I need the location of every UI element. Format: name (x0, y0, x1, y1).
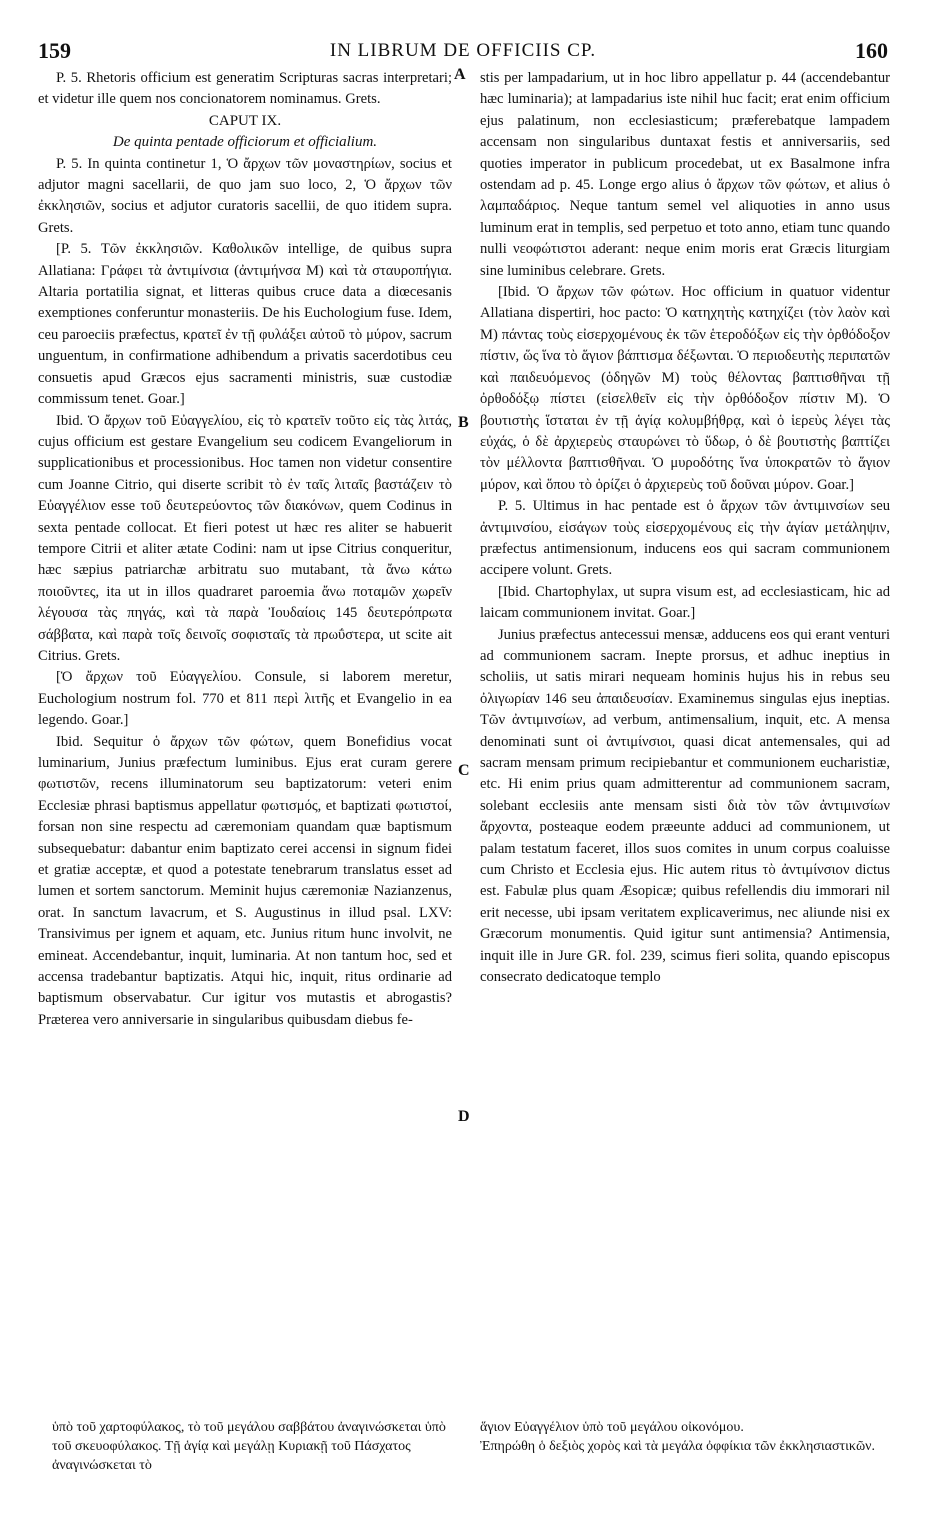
paragraph: stis per lampadarium, ut in hoc libro appellatur p. 44 (accendebantur hæc luminaria); at lampadarius iste nihil huc facit; erat enim officium ejus palatinum, non ecclesiasticum; præferebatque lampadem accensam non singularibus duntaxat festis et anniversariis, sed quoties imperator in publicum procedebat, ut ex Basalmone infra ostendam ad p. 45. Longe ergo alius ὁ ἄρχων τῶν φώτων, et alius ὁ λαμπαδάριος. Neque tantum semel vel aliquoties in anno usus luminum erat in templis, sed perpetuo et toto anno, etiam tunc quando nulli νεοφώτιστοι aderant: neque enim moris erat Græcis liturgiam sine luminibus celebrare. Grets. (480, 70, 890, 279)
footnote-left (52, 1418, 452, 1475)
paragraph: [Ὁ ἄρχων τοῦ Εὐαγγελίου. Consule, si laborem meretur, Euchologium nostrum fol. 770 et 811 περὶ λιτῆς et Evangelio in ea legendo. Goar.] (38, 669, 452, 729)
running-title: IN LIBRUM DE OFFICIIS CP. (329, 40, 597, 61)
margin-letter-a: A (454, 66, 466, 83)
paragraph: P. 5. Rhetoris officium est generatim Scripturas sacras interpretari; et videtur ille quem nos concionatorem nominamus. Grets. (38, 70, 452, 108)
paragraph: [P. 5. Τῶν ἐκκλησιῶν. Καθολικῶν intellige, de quibus supra Allatiana: Γράφει τὰ ἀντιμίνσια (ἀντιμήνσα M) καὶ τὰ σταυροπήγια. Altaria portatilia signat, et litteras quibus cruce data a diœcesanis exemptiones conferuntur monasteriis. De his Euchologium fuse. Idem, ceu paroeciis præfectus, κρατεῖ ἐν τῇ φυλάξει αὐτοῦ τὸ μύρον, sacrum unguentum, in confirmatione adhibendum a privatis sacerdotibus ceu consuetis apud Græcos ejus sacramenti ministris, suæ custodiæ commissum tenet. Goar.] (38, 241, 452, 408)
footnote-text: Ἐπηρώθη ὁ δεξιὸς χορὸς καὶ τὰ μεγάλα ὀφφίκια τῶν ἐκκλησιαστικῶν. (480, 1439, 875, 1454)
paragraph: P. 5. In quinta continetur 1, Ὁ ἄρχων τῶν μοναστηρίων, socius et adjutor magni sacellarii, de quo jam suo loco, 2, Ὁ ἄρχων τῶν ἐκκλησιῶν, socius et adjutor curatoris sacellii, de quo itidem supra. Grets. (38, 155, 452, 236)
paragraph: Ibid. Sequitur ὁ ἄρχων τῶν φώτων, quem Bonefidius vocat luminarium, Junius præfectum luminibus. Ejus erat curam gerere φωτιστῶν, recens illuminatorum seu baptizatorum: veteri enim Ecclesiæ phrasi baptismus appellatur φωτισμός, et baptizati φωτιστοί, forsan non sine respectu ad cæremoniam quandam quæ baptismum subsequebatur: dabantur enim baptizato cerei accensi in signum fidei et gratiæ acceptæ, et quod a potestate tenebrarum translatus esset ad lumen et sortem sanctorum. Meminit hujus cæremoniæ Nazianzenus, orat. In sanctum lavacrum, et S. Augustinus in illud psal. LXV: Transivimus per ignem et aquam, etc. Junius ritum hunc involvit, ne emineat. Accendebantur, inquit, luminaria. At non tantum hoc, sed et accensa tradebantur baptizatis. Atqui hic, inquit, ritus ordinarie ad baptismum observabatur. Cur igitur vos mutastis et abrogastis? Præterea vero anniversarie in singularibus quibusdam diebus fe- (38, 733, 452, 1028)
margin-letter-b: B (458, 414, 469, 431)
footnote-text: ὑπὸ τοῦ χαρτοφύλακος, τὸ τοῦ μεγάλου σαββάτου ἀναγινώσκεται ὑπὸ τοῦ σκευοφύλακος. Τῇ ἁγίᾳ καὶ μεγάλῃ Κυριακῇ τοῦ Πάσχατος ἀναγινώσκεται τὸ (52, 1420, 446, 1473)
paragraph: [Ibid. Ὁ ἄρχων τῶν φώτων. Hoc officium in quatuor videntur Allatiana dispertiri, hoc pacto: Ὁ κατηχητὴς κατηχίζει (τὸν λαὸν καὶ M) πάντας τοὺς εἰσερχομένους ἐκ τῶν ἑτεροδόξων εἰς τὴν ὀρθόδοξον πίστιν, ὥς ἵνα τὸ ἅγιον βάπτισμα δέξωνται. Ὁ περιοδευτὴς περιπατῶν καὶ παιδευόμενος (ὁδηγῶν M) τοὺς θέλοντας βαπτισθῆναι τῇ ὀρθοδόξῳ πίστει (εἰσελθεῖν εἰς τὴν ὀρθόδοξον πίστιν M). Ὁ βουτιστὴς ἵσταται ἐν τῇ ἁγίᾳ κολυμβήθρᾳ, καὶ ὁ ἱερεὺς λέγει τὰς εὐχάς, ὁ δὲ ἀρχιερεὺς σταυρώνει τὸ ὕδωρ, ὁ δὲ βουτιστὴς βαπτίζει τὸν μέλλοντα βαπτισθῆναι. Ὁ μυροδότης ἵνα ὑποκρατῶν τὸ ἅγιον μύρον, καὶ ὅπου τὸ ὁρίζει ὁ ἀρχιερεὺς τοῦ δοῦναι μύρον. Goar.] (480, 284, 890, 493)
chapter-subtitle: De quinta pentade officiorum et officialium. (112, 134, 378, 151)
running-header (38, 38, 888, 64)
chapter-heading: CAPUT IX. (208, 112, 282, 129)
paragraph: Junius præfectus antecessui mensæ, adducens eos qui erant venturi ad communionem sacram. Inepte prorsus, et adhuc ineptius in scholiis, ut satis mirari nequeam hominis hujus his in rebus seu ὀλιγωρίαν 146 seu ἀπαιδευσίαν. Examinemus singulas ejus ineptias. Τῶν ἀντιμινσίων, ad verbum, antimensalium, inquit, etc. A mensa denominati sunt οἱ ἀντιμίνσιοι, quasi dicat antemensales, qui ad sacram mensam primum recipiebantur et communionem eucharistiæ, etc. Hi enim prius quam admitterentur ad communionem sacram, solebant ecclesiis ante mensam sisti διὰ τὸν τῶν ἀντιμινσίων ἄρχοντα, posteaque eodem præeunte adduci ad communionem, ut palam testatum faceret, illos suos comites in unum corpus coaluisse cum Christo et Ecclesia ejus. Hic autem ritus τὸ ἀντιμίνσιον dictus est. Fabulæ plus quam Æsopicæ; quibus refellendis diu immorari nil erit necesse, ubi ipsam veritatem explicaverimus, nec aliunde nisi ex Græcorum monumentis. Quid igitur sunt antimensia? Antimensia, inquit ille in Jure GR. fol. 239, scimus fieri solita, quando episcopus consecrato dedicatoque templo (480, 626, 890, 986)
footnote-right (480, 1418, 890, 1456)
paragraph: Ibid. Ὁ ἄρχων τοῦ Εὐαγγελίου, εἰς τὸ κρατεῖν τοῦτο εἰς τὰς λιτάς, cujus officium est gestare Evangelium seu codicem Evangeliorum in supplicationibus et processionibus. Hoc tamen non videtur consentire cum Joanne Citrio, qui diserte scribit τὸ ἐν ταῖς λιταῖς βαστάζειν τὸ Εὐαγγέλιον esse τοῦ δευτερεύοντος τῶν διακόνων, quem Codinus in sexta pentade collocat. Et fieri potest ut hæc res aliter se habuerit tempore Citrii et aliter ætate Codini: nam ut ipse Citrius conqueritur, hæc sæpius patriarchæ arbitratu suo mutabant, τὰ ἄνω κάτω ποιοῦντες, ita ut in illos quadraret paroemia ἄνω ποταμῶν χωρεῖν λέγουσα τὰς πηγάς, καὶ τὰ παρὰ Ἰουδαίοις 145 δευτερόπρωτα σάββατα, καὶ παρὰ τοῖς δεινοῖς σοφισταῖς τὰ πρωΰστερα, ut scite ait Citrius. Grets. (38, 412, 452, 664)
page-number-right: 160 (855, 38, 888, 63)
paragraph: P. 5. Ultimus in hac pentade est ὁ ἄρχων τῶν ἀντιμινσίων seu ἀντιμινσίου, εἰσάγων τοὺς εἰσερχομένους εἰς τὴν ἁγίαν μετάληψιν, præfectus antimensionum, inducens eos qui sacram communionem accipere volunt. Grets. (480, 498, 890, 579)
page-number-left: 159 (38, 38, 71, 63)
margin-letter-d: D (458, 1108, 470, 1125)
left-column (38, 68, 452, 1031)
right-column (480, 68, 890, 988)
margin-letter-c: C (458, 762, 470, 779)
paragraph: [Ibid. Chartophylax, ut supra visum est, ad ecclesiasticam, hic ad laicam communionem invitat. Goar.] (480, 583, 890, 622)
footnote-text: ἅγιον Εὐαγγέλιον ὑπὸ τοῦ μεγάλου οἰκονόμου. (480, 1420, 744, 1435)
